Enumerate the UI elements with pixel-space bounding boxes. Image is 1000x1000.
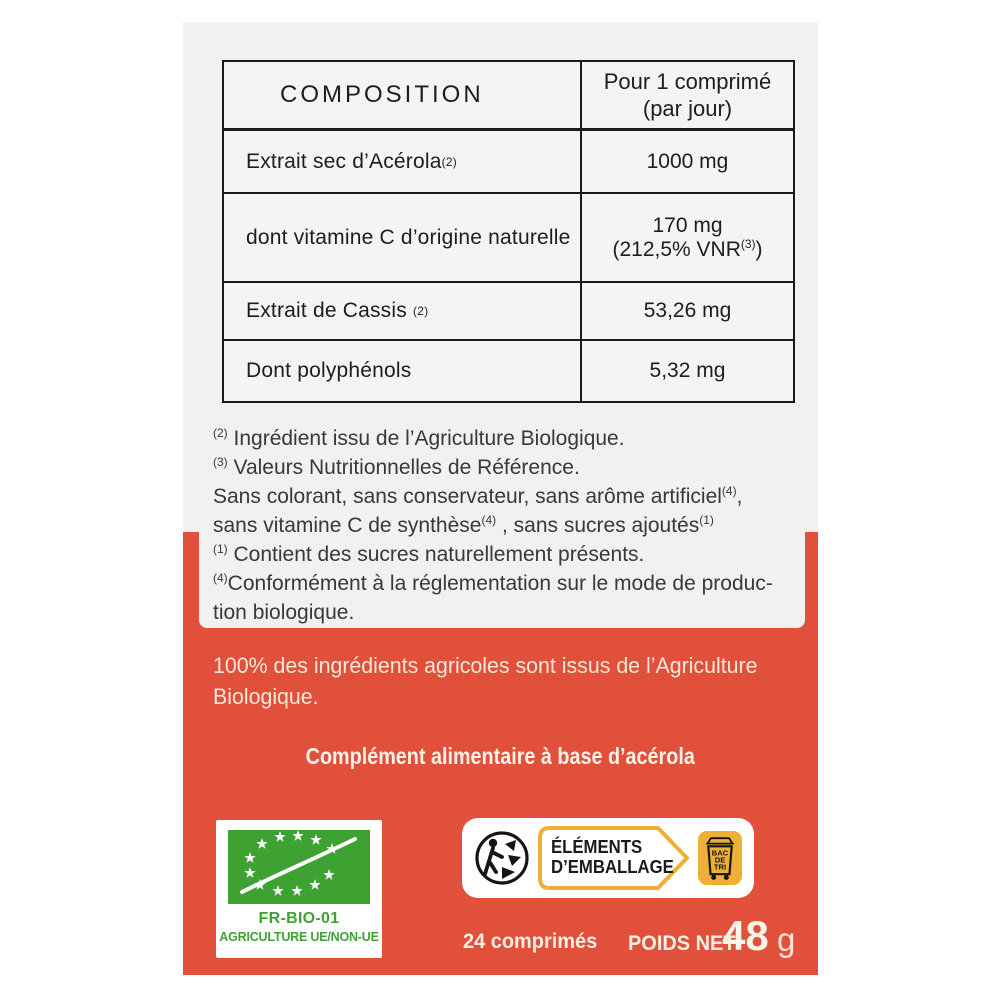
eu-organic-badge [216, 820, 382, 958]
triman-icon [474, 830, 530, 886]
per-tablet-header-cell [580, 62, 793, 128]
product-subtitle-wrap [183, 743, 818, 770]
bio-certification-code: FR-BIO-01 [258, 910, 340, 927]
table-cell-value: 1000 mg [580, 131, 793, 192]
packaging-elements-label [538, 826, 690, 890]
table-cell-value [580, 194, 793, 281]
table-cell-label [224, 194, 580, 281]
svg-text:TRI: TRI [713, 862, 727, 872]
per-tablet-line2: (par jour) [642, 96, 733, 121]
table-header-row [224, 62, 793, 128]
value-line2: (212,5% VNR$^{(3)}$) [612, 236, 763, 261]
footnote-line: $^{(3)}$ Valeurs Nutritionnelles de Référence. [213, 455, 580, 479]
per-tablet-line1: Pour 1 comprimé [603, 69, 772, 94]
organic-claim-line2: Biologique. [213, 684, 319, 709]
svg-text:BAC: BAC [711, 848, 729, 858]
footnote-line: tion biologique. [213, 601, 355, 624]
footnote-line: $^{(2)}$ Ingrédient issu de l’Agriculture Biologique. [213, 426, 625, 450]
footnote-marker: (4) [213, 571, 228, 585]
table-row [224, 281, 793, 339]
organic-claim [213, 650, 785, 712]
table-row [224, 192, 793, 281]
tablet-count: 24 comprimés [463, 930, 598, 953]
ingredient-name: dont vitamine C d’origine naturelle [246, 225, 571, 249]
table-cell-value: 5,32 mg [580, 341, 793, 401]
eu-organic-leaf-icon [228, 830, 370, 904]
table-cell-label [224, 341, 580, 401]
ingredient-name: Extrait de Cassis [246, 299, 407, 322]
footnote-marker: (4) [721, 484, 737, 498]
composition-table [222, 60, 795, 403]
footnote-line: sans vitamine C de synthèse$^{(4)}$ , sans sucres ajoutés$^{(1)}$ [213, 513, 714, 537]
net-weight-value: 48 [722, 912, 769, 959]
table-cell-value: 53,26 mg [580, 283, 793, 339]
value-line1: 170 mg [652, 213, 723, 237]
table-cell-label: Extrait sec d’Acérola (2) [246, 149, 457, 173]
footnote-marker: (4) [481, 513, 497, 527]
ingredient-name: Dont polyphénols [246, 359, 412, 382]
product-subtitle: Complément alimentaire à base d’acérola [305, 743, 696, 769]
organic-claim-line1: 100% des ingrédients agricoles sont issus de l’Agriculture [213, 653, 758, 678]
bio-origin-label: AGRICULTURE UE/NON-UE [219, 930, 379, 944]
footnote-marker: (1) [699, 513, 714, 527]
footnote-line: $^{(4)}$Conformément à la réglementation sur le mode de produc- [213, 571, 773, 595]
footnotes [199, 419, 805, 628]
net-weight-label: POIDS NET [628, 932, 736, 955]
packaging-sorting-badge [462, 818, 754, 898]
footnote-marker: (3) [740, 236, 756, 251]
footnote-marker: (3) [213, 455, 228, 469]
table-row [224, 339, 793, 401]
table-row [224, 128, 793, 192]
table-cell-label: Extrait de Cassis (2) [246, 299, 429, 322]
net-weight-unit: g [777, 921, 796, 958]
composition-header-cell: COMPOSITION [280, 81, 484, 108]
packaging-elements-text: ÉLÉMENTS D’EMBALLAGE [551, 837, 674, 877]
footnote-line: $^{(1)}$ Contient des sucres naturellement présents. [213, 542, 645, 566]
ingredient-name: Extrait sec d’Acérola [246, 149, 442, 173]
footnote-marker: (2) [213, 426, 228, 440]
sorting-bin-box [698, 831, 742, 885]
trash-bin-icon [702, 834, 738, 882]
svg-text:DE: DE [714, 855, 726, 865]
footnote-marker: (1) [213, 542, 228, 556]
footnote-line: Sans colorant, sans conservateur, sans arôme artificiel$^{(4)}$, [213, 484, 743, 508]
